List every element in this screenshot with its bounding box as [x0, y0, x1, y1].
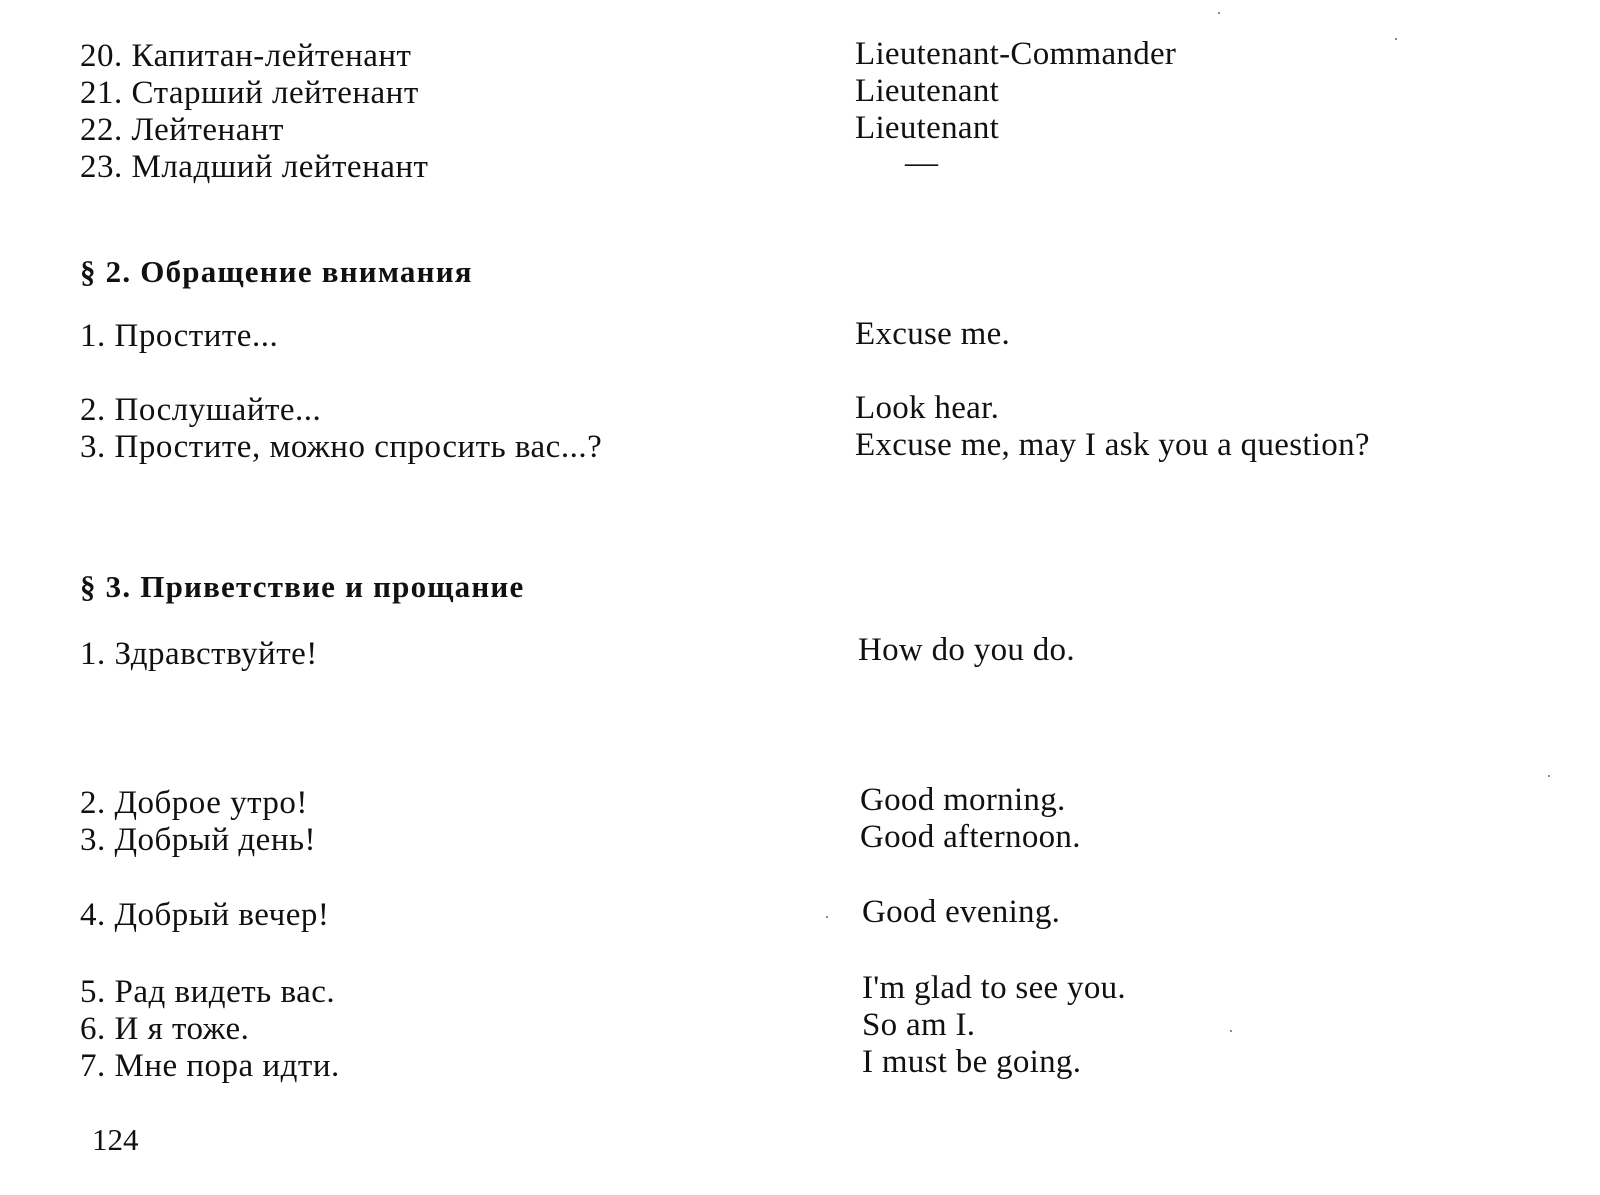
scan-speck — [1395, 38, 1397, 40]
s3-row-7-ru: 7. Мне пора идти. — [80, 1048, 340, 1084]
scan-speck — [826, 916, 828, 918]
s3-row-5-en: I'm glad to see you. — [862, 970, 1126, 1006]
section-2-heading: § 2. Обращение внимания — [80, 254, 473, 289]
s2-row-3-en: Excuse me, may I ask you a question? — [855, 427, 1370, 463]
rank-23-ru: 23. Младший лейтенант — [80, 149, 429, 185]
s3-row-6-en: So am I. — [862, 1007, 976, 1043]
s3-row-7-en: I must be going. — [862, 1044, 1082, 1080]
s2-row-3-ru: 3. Простите, можно спросить вас...? — [80, 429, 603, 465]
scan-speck — [1548, 775, 1550, 777]
section-3-heading: § 3. Приветствие и прощание — [80, 569, 525, 604]
s3-row-5-ru: 5. Рад видеть вас. — [80, 974, 336, 1010]
scan-speck — [1230, 1030, 1232, 1032]
s3-row-4-ru: 4. Добрый вечер! — [80, 897, 330, 933]
s2-row-1-en: Excuse me. — [855, 316, 1011, 352]
s2-row-1-ru: 1. Простите... — [80, 318, 279, 354]
rank-22-ru: 22. Лейтенант — [80, 112, 284, 148]
s2-row-2-en: Look hear. — [855, 390, 1000, 426]
rank-22-en: Lieutenant — [855, 110, 1000, 146]
rank-23-en: — — [905, 145, 939, 181]
s3-row-1-en: How do you do. — [858, 632, 1075, 668]
s3-row-4-en: Good evening. — [862, 894, 1061, 930]
rank-21-ru: 21. Старший лейтенант — [80, 75, 419, 111]
s3-row-2-en: Good morning. — [860, 782, 1066, 818]
s2-row-2-ru: 2. Послушайте... — [80, 392, 322, 428]
rank-20-en: Lieutenant-Commander — [855, 36, 1177, 72]
scan-speck — [1218, 12, 1220, 14]
s3-row-2-ru: 2. Доброе утро! — [80, 785, 308, 821]
s3-row-6-ru: 6. И я тоже. — [80, 1011, 250, 1047]
s3-row-3-ru: 3. Добрый день! — [80, 822, 317, 858]
page-number: 124 — [92, 1122, 139, 1157]
rank-20-ru: 20. Капитан-лейтенант — [80, 38, 412, 74]
s3-row-3-en: Good afternoon. — [860, 819, 1081, 855]
rank-21-en: Lieutenant — [855, 73, 1000, 109]
s3-row-1-ru: 1. Здравствуйте! — [80, 636, 318, 672]
